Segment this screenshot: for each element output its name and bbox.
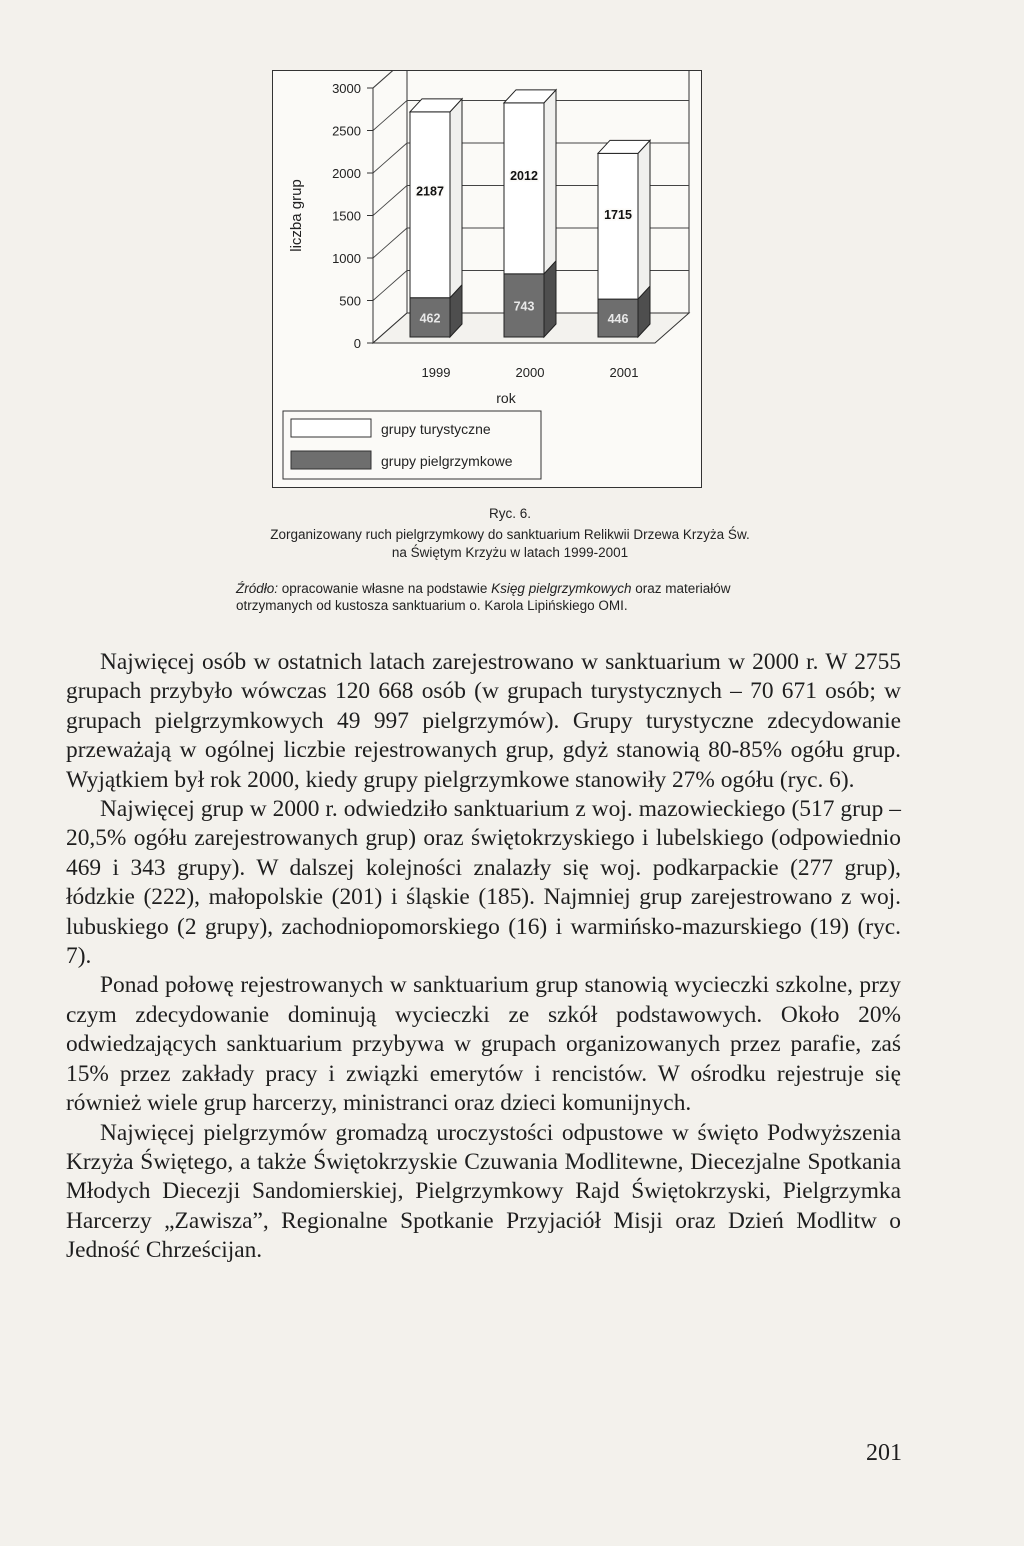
x-axis-label: rok xyxy=(496,390,516,406)
paragraph: Ponad połowę rejestrowanych w sanktuarium grup stanowią wycieczki szkolne, przy czym zdecydowanie dominują wycieczki ze szkół podstawowych. Około 20% odwiedzających sanktuarium przybywa w grupach organizowanych przez parafie, zaś 15% przez zakłady pracy i związki emerytów i rencistów. W ośrodku rejestruje się również wiele grup harcerzy, ministranci oraz dzieci komunijnych. xyxy=(66,972,901,1117)
bar-side xyxy=(638,140,650,299)
y-tick-label: 1000 xyxy=(332,251,361,266)
paragraph: Najwięcej osób w ostatnich latach zarejestrowano w sanktuarium w 2000 r. W 2755 grupach przybyło wówczas 120 668 osób (w grupach turystycznych – 70 671 osób; w grupach pielgrzymkowych 49 997 pielgrzymów). Grupy turystyczne zdecydowanie przeważają w ogólnej liczbie rejestrowanych grup, gdyż stanowią 80-85% ogółu grup. Wyjątkiem był rok 2000, kiedy grupy pielgrzymkowe stanowiły 27% ogółu (ryc. 6). xyxy=(66,649,901,793)
x-tick-label: 1999 xyxy=(421,365,451,380)
bar-chart xyxy=(273,71,703,489)
body-text xyxy=(66,648,901,1266)
bar-front xyxy=(598,153,638,299)
data-label: 1715 xyxy=(604,207,632,222)
x-tick-label: 2001 xyxy=(609,365,639,380)
x-tick-label: 2000 xyxy=(515,365,545,380)
y-tick-label: 500 xyxy=(339,293,361,309)
source-text1: opracowanie własne na podstawie xyxy=(278,581,492,596)
bar-side xyxy=(450,99,462,298)
legend-entry: grupy turystyczne xyxy=(381,421,491,437)
page-number: 201 xyxy=(866,1440,902,1466)
y-axis-label: liczba grup xyxy=(288,179,305,252)
y-tick-label: 3000 xyxy=(332,81,361,96)
bar-front xyxy=(410,112,450,298)
data-label: 446 xyxy=(607,312,629,327)
paragraph: Najwięcej grup w 2000 r. odwiedziło sanktuarium z woj. mazowieckiego (517 grup – 20,5% ogółu zarejestrowanych grup) oraz świętokrzyskiego i lubelskiego (odpowiednio 469 i 343 grupy). W dalszej kolejności znalazły się woj. podkarpackie (277 grup), łódzkie (222), małopolskie (201) i śląskie (185). Najmniej grup zarejestrowano z woj. lubuskiego (2 grupy), zachodniopomorskiego (16) i warmińsko-mazurskiego (19) (ryc. 7). xyxy=(66,796,901,970)
figure-caption-line1: Zorganizowany ruch pielgrzymkowy do sanktuarium Relikwii Drzewa Krzyża Św. xyxy=(270,527,750,542)
chart-figure xyxy=(272,70,702,488)
y-tick-label: 2500 xyxy=(332,123,361,139)
source-label: Źródło: xyxy=(236,581,279,596)
bar-side xyxy=(544,90,556,274)
legend-entry: grupy pielgrzymkowe xyxy=(381,453,513,469)
side-wall xyxy=(373,71,407,343)
data-label: 743 xyxy=(513,299,535,314)
figure-caption-line2: na Świętym Krzyżu w latach 1999-2001 xyxy=(391,545,629,560)
paragraph: Najwięcej pielgrzymów gromadzą uroczystości odpustowe w święto Podwyższenia Krzyża Świętego, a także Świętokrzyskie Czuwania Modlitewne, Diecezjalne Spotkania Młodych Diecezji Sandomierskiej, Pielgrzymkowy Rajd Świętokrzyski, Pielgrzymka Harcerzy „Zawisza”, Regionalne Spotkanie Przyjaciół Misji oraz Dzień Modlitw o Jedność Chrześcijan. xyxy=(66,1119,901,1264)
legend-swatch xyxy=(291,451,371,469)
legend-swatch xyxy=(291,419,371,437)
source-title: Księg pielgrzymkowych xyxy=(491,581,632,596)
y-tick-label: 2000 xyxy=(332,166,361,181)
data-label: 2012 xyxy=(510,168,538,183)
data-label: 2187 xyxy=(416,184,444,199)
y-tick-label: 1500 xyxy=(332,208,361,224)
y-tick-label: 0 xyxy=(353,336,361,351)
bar-front xyxy=(504,103,544,274)
figure-number: Ryc. 6. xyxy=(488,506,531,521)
figure-source xyxy=(236,580,796,614)
source-text2: oraz materiałów otrzymanych od kustosza sanktuarium o. Karola Lipińskiego OMI. xyxy=(236,581,731,613)
data-label: 462 xyxy=(419,311,441,326)
